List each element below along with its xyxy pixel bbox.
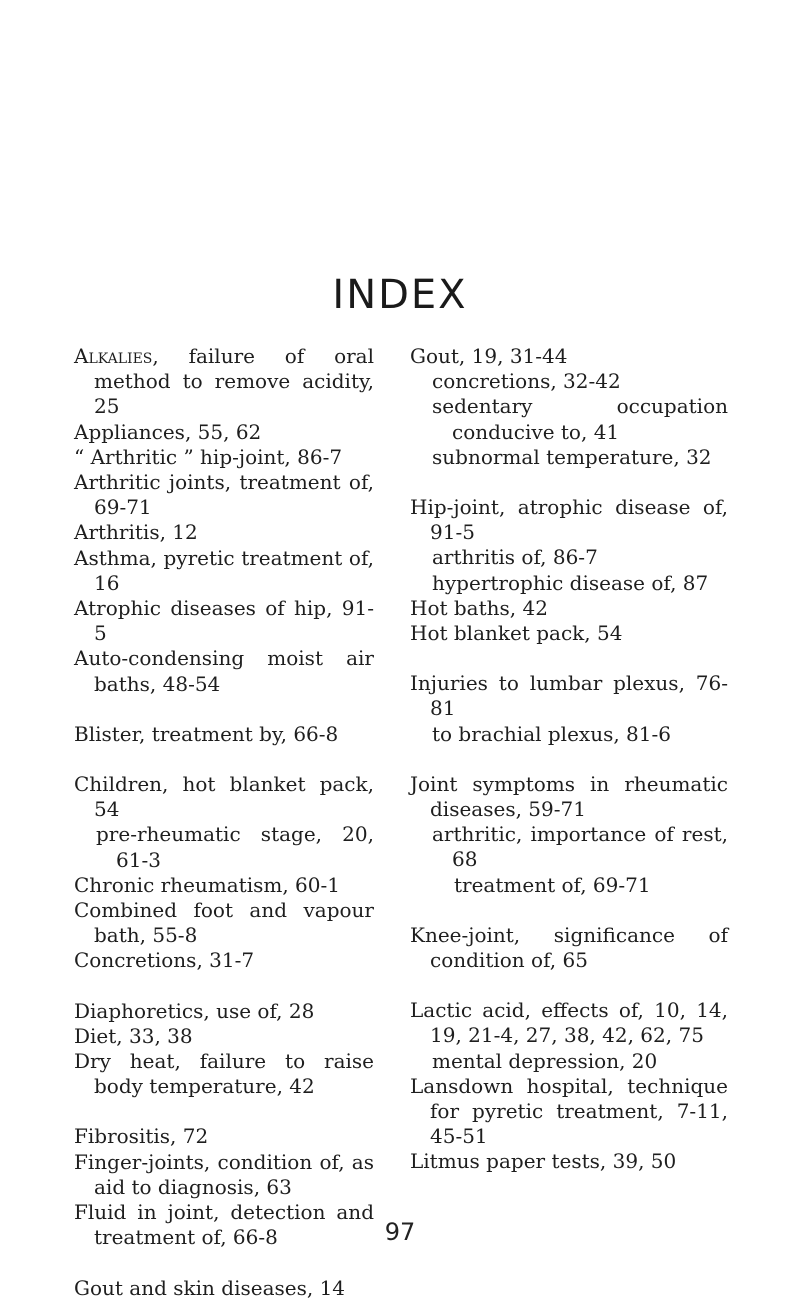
index-entry: “ Arthritic ” hip-joint, 86-7	[74, 444, 343, 469]
index-entry: Hot blanket pack, 54	[410, 621, 623, 646]
index-entry-lead: Alkalies,	[74, 344, 159, 368]
index-entry: Gout, 19, 31-44	[410, 344, 568, 368]
index-entry: Lansdown hospital, technique for pyretic treatment, 7-11, 45-51	[410, 1073, 728, 1149]
index-entry: Diet, 33, 38	[74, 1023, 193, 1048]
index-subentry: arthritis of, 86-7	[432, 545, 598, 570]
index-subentry: concretions, 32-42	[432, 369, 621, 394]
index-entry-rest: failure of oral method to remove acidity, 25	[94, 344, 374, 419]
index-subentry: treatment of, 69-71	[454, 872, 651, 897]
index-entry: Atrophic diseases of hip, 91-5	[74, 596, 374, 646]
index-entry: Litmus paper tests, 39, 50	[410, 1149, 677, 1174]
index-entry: Auto-condensing moist air baths, 48-54	[74, 646, 374, 696]
index-entry: Children, hot blanket pack, 54	[74, 772, 374, 822]
index-entry: Combined foot and vapour bath, 55-8	[74, 898, 374, 948]
index-entry: Knee-joint, significance of condition of, 65	[410, 922, 728, 973]
index-entry: Asthma, pyretic treatment of, 16	[74, 545, 374, 595]
left-column	[74, 344, 374, 1301]
index-entry: Injuries to lumbar plexus, 76-81	[410, 671, 728, 721]
index-entry: Finger-joints, condition of, as aid to diagnosis, 63	[74, 1149, 374, 1199]
index-subentry: pre-rheumatic stage, 20, 61-3	[96, 822, 374, 872]
index-entry: Lactic acid, effects of, 10, 14, 19, 21-4, 27, 38, 42, 62, 75	[410, 998, 728, 1048]
index-entry: Fibrositis, 72	[74, 1124, 209, 1149]
index-entry: Arthritic joints, treatment of, 69-71	[74, 470, 374, 520]
index-subentry: hypertrophic disease of, 87	[432, 570, 709, 595]
index-entry: Hot baths, 42	[410, 595, 548, 620]
index-entry: Dry heat, failure to raise body temperature, 42	[74, 1049, 374, 1099]
index-entry: Gout and skin diseases, 14	[74, 1275, 346, 1300]
index-entry	[74, 344, 374, 420]
index-entry: Blister, treatment by, 66-8	[74, 721, 339, 746]
page-number: 97	[384, 1218, 416, 1246]
index-entry: Diaphoretics, use of, 28	[74, 998, 315, 1023]
index-subentry: subnormal temperature, 32	[432, 444, 712, 469]
index-entry: Arthritis, 12	[74, 520, 198, 545]
index-subentry: arthritic, importance of rest, 68	[432, 822, 728, 872]
right-column	[410, 344, 728, 1175]
index-entry: Chronic rheumatism, 60-1	[74, 872, 340, 897]
index-entry: Fluid in joint, detection and treatment of, 66-8	[74, 1200, 374, 1250]
index-entry: Appliances, 55, 62	[74, 419, 262, 444]
index-subentry: to brachial plexus, 81-6	[432, 721, 671, 746]
index-subentry: sedentary occupation conducive to, 41	[432, 394, 728, 444]
index-entry: Joint symptoms in rheumatic diseases, 59-71	[410, 771, 728, 822]
page-title: INDEX	[332, 272, 468, 318]
index-entry: Hip-joint, atrophic disease of, 91-5	[410, 495, 728, 545]
index-subentry: mental depression, 20	[432, 1048, 658, 1073]
index-entry: Concretions, 31-7	[74, 948, 255, 973]
